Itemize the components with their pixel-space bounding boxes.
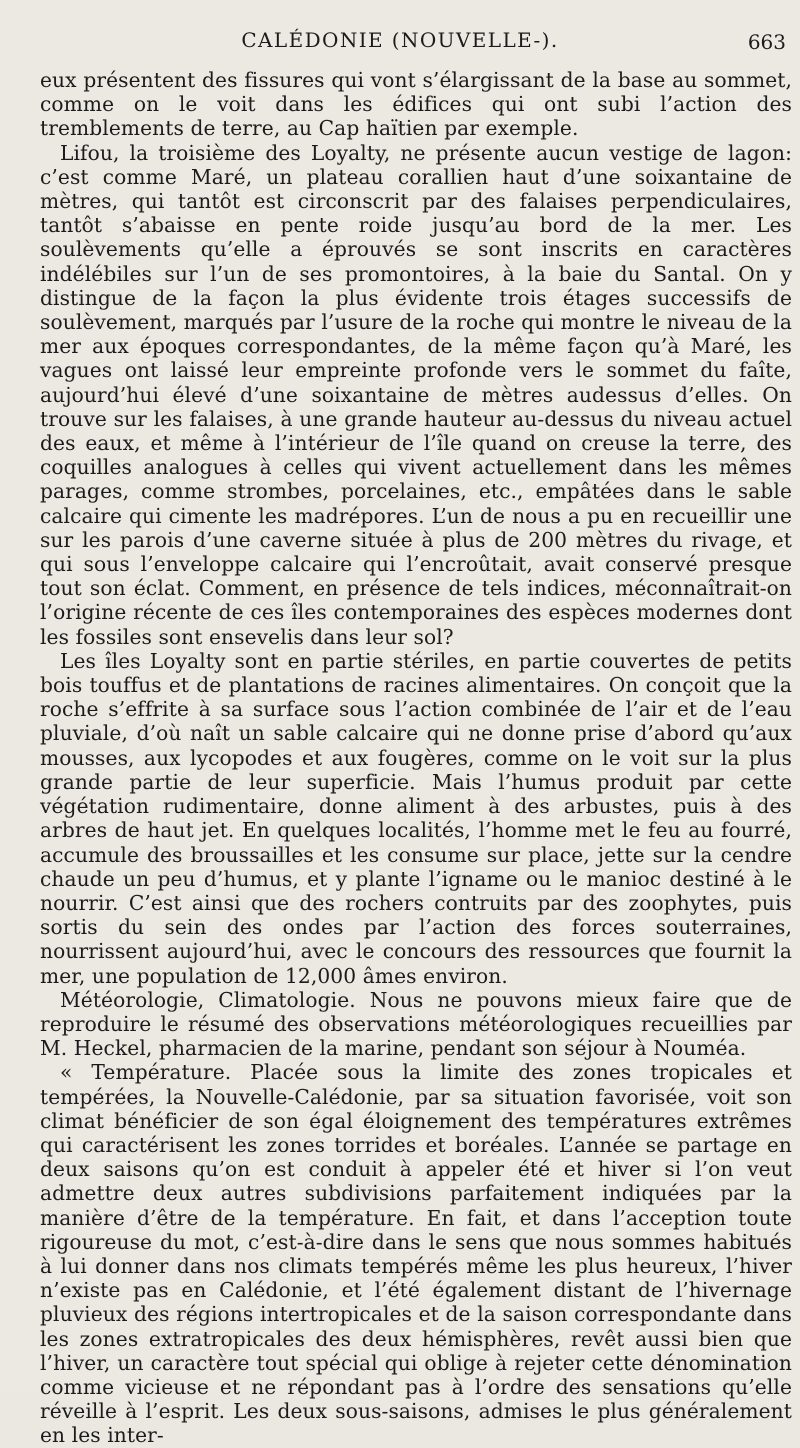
paragraph-4: Météorologie, Climatologie. Nous ne pouvons mieux faire que de reproduire le résumé des observations météorologiques recueillies par M. Heckel, pharmacien de la marine, pendant son séjour à Nouméa. [40,987,792,1061]
page-number: 663 [747,30,786,54]
paragraph-3: Les îles Loyalty sont en partie stériles, en partie couvertes de petits bois touffus et de plantations de racines alimentaires. On conçoit que la roche s’effrite à sa surface sous l’action combinée de l’air et de l’eau pluviale, d’où naît un sable calcaire qui ne donne prise d’abord qu’aux mousses, aux lycopodes et aux fougères, comme on le voit sur la plus grande partie de leur superficie. Mais l’humus produit par cette végétation rudimentaire, donne aliment à des arbustes, puis à des arbres de haut jet. En quelques localités, l’homme met le feu au fourré, accumule des broussailles et les consume sur place, jette sur la cendre chaude un peu d’humus, et y plante l’igname ou le manioc destiné à le nourrir. C’est ainsi que des rochers contruits par des zoophytes, puis sortis du sein des ondes par l’action des forces souterraines, nourrissent aujourd’hui, avec le concours des ressources que fournit la mer, une population de 12,000 âmes environ. [40,648,792,988]
paragraph-5: « Température. Placée sous la limite des zones tropicales et tempérées, la Nouvelle-Calédonie, par sa situation favorisée, voit son climat bénéficier de son égal éloignement des températures extrêmes qui caractérisent les zones torrides et boréales. L’année se partage en deux saisons qu’on est conduit à appeler été et hiver si l’on veut admettre deux autres subdivisions parfaitement indiquées par la manière d’être de la température. En fait, et dans l’acception toute rigoureuse du mot, c’est-à-dire dans le sens que nous sommes habitués à lui donner dans nos climats tempérés même les plus heureux, l’hiver n’existe pas en Calédonie, et l’été également distant de l’hivernage pluvieux des régions intertropicales et de la saison correspondante dans les zones extratropicales des deux hémisphères, revêt aussi bien que l’hiver, un caractère tout spécial qui oblige à rejeter cette dénomination comme vicieuse et ne répondant pas à l’ordre des sensations qu’elle réveille à l’esprit. Les deux sous-saisons, admises le plus généralement en les inter- [40,1060,792,1448]
paragraph-2: Lifou, la troisième des Loyalty, ne présente aucun vestige de lagon: c’est comme Maré, un plateau corallien haut d’une soixantaine de mètres, qui tantôt est circonscrit par des falaises perpendiculaires, tantôt s’abaisse en pente roide jusqu’au bord de la mer. Les soulèvements qu’elle a éprouvés se sont inscrits en caractères indélébiles sur l’un de ses promontoires, à la baie du Santal. On y distingue de la façon la plus évidente trois étages successifs de soulèvement, marqués par l’usure de la roche qui montre le niveau de la mer aux époques correspondantes, de la même façon qu’à Maré, les vagues ont laissé leur empreinte profonde vers le sommet du faîte, aujourd’hui élevé d’une soixantaine de mètres audessus d’elles. On trouve sur les falaises, à une grande hauteur au-dessus du niveau actuel des eaux, et même à l’intérieur de l’île quand on creuse la terre, des coquilles analogues à celles qui vivent actuellement dans les mêmes parages, comme strombes, porcelaines, etc., empâtées dans le sable calcaire qui cimente les madrépores. L’un de nous a pu en recueillir une sur les parois d’une caverne située à plus de 200 mètres du rivage, et qui sous l’enveloppe calcaire qui l’encroûtait, avait conservé presque tout son éclat. Comment, en présence de tels indices, méconnaîtrait-on l’origine récente de ces îles contemporaines des espèces modernes dont les fossiles sont ensevelis dans leur sol? [40,140,792,649]
running-head: CALÉDONIE (NOUVELLE-). [241,28,559,52]
body-text [40,68,792,1448]
paragraph-1: eux présentent des fissures qui vont s’élargissant de la base au sommet, comme on le voit dans les édifices qui ont subi l’action des tremblements de terre, au Cap haïtien par exemple. [40,68,792,141]
page-header [0,22,800,52]
